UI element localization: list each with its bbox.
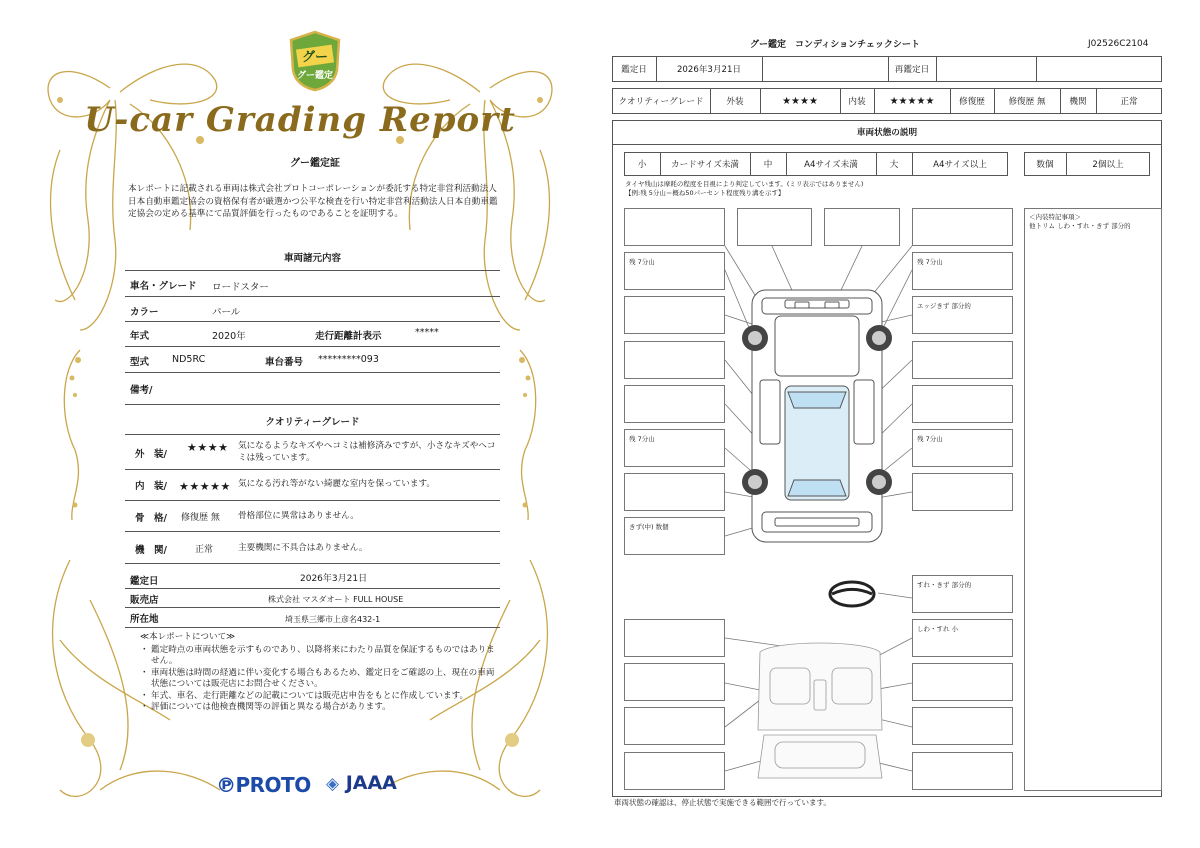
divider (125, 434, 500, 435)
inspection-date-label: 鑑定日 (130, 576, 159, 587)
report-notes (140, 632, 500, 714)
year-value: 2020年 (212, 331, 246, 342)
count-desc: 2個以上 (1092, 160, 1124, 170)
car-name-value: ロードスター (212, 282, 269, 293)
dealer-value: 株式会社 マスダオート FULL HOUSE (268, 595, 404, 604)
exterior-value: ★★★★ (782, 95, 818, 107)
divider (125, 321, 500, 322)
address-value: 埼玉県三郷市上彦名432-1 (285, 615, 381, 624)
quality-label: 外 装/ (135, 449, 167, 460)
quality-label: 骨 格/ (135, 513, 167, 524)
quality-label: 機 関/ (135, 545, 167, 556)
size-large-label: 大 (889, 160, 899, 170)
grade-label: クオリティーグレード (618, 97, 704, 107)
damage-slot (624, 296, 725, 334)
tire-note-example: 【例:残 5分山＝概ね50パーセント程度残り溝を示す】 (625, 189, 785, 197)
engine-desc: 主要機関に不具合はありません。 (238, 543, 368, 553)
certificate-statement: 本レポートに記載される車両は株式会社プロトコーポレーションが委託する特定非営利活動法人日本自動車鑑定協会の資格保有者が厳選かつ公平な検査を行い特定非営利活動法人日本自動車鑑定協会の定める基準にて品質評価を行ったものであることを証明する。 (128, 184, 498, 219)
certificate-title: グー鑑定証 (290, 158, 340, 169)
engine-label: 機関 (1069, 97, 1087, 107)
size-small-label: 小 (637, 160, 647, 170)
frame-desc: 骨格部位に異常はありません。 (238, 511, 359, 521)
damage-slot: 残 7分山 (912, 429, 1013, 467)
size-mid-desc: A4サイズ未満 (804, 160, 858, 170)
chassis-value: *********093 (318, 354, 379, 365)
tire-note: タイヤ残山は摩耗の程度を目視により判定しています。(ミリ表示ではありません) (625, 180, 864, 188)
damage-slot (912, 208, 1013, 246)
size-small-desc: カードサイズ未満 (670, 160, 740, 170)
damage-slot (624, 663, 725, 701)
notes-title: ≪本レポートについて≫ (140, 632, 236, 642)
repair-value: 修復歴 無 (1008, 97, 1046, 107)
damage-slot (912, 752, 1013, 790)
chassis-label: 車台番号 (265, 357, 304, 368)
divider (125, 346, 500, 347)
svg-text:グー: グー (301, 50, 329, 65)
damage-slot (912, 385, 1013, 423)
damage-slot (624, 752, 725, 790)
damage-slot (624, 707, 725, 745)
damage-slot (624, 208, 725, 246)
divider (125, 627, 500, 628)
damage-slot: しわ・すれ 小 (912, 619, 1013, 657)
interior-notes-header: ＜内装特記事項＞ (1029, 213, 1081, 221)
interior-notes-text: 他トリム しわ・すれ・きず 部分的 (1029, 222, 1131, 230)
model-value: ND5RC (172, 354, 206, 365)
date-value: 2026年3月21日 (676, 65, 742, 75)
divider (125, 469, 500, 470)
divider (125, 500, 500, 501)
proto-logo: ℗PROTO (216, 773, 311, 797)
jaaa-logo: ◈ JAAA (326, 772, 397, 794)
mileage-label: 走行距離計表示 (315, 331, 382, 342)
script-title: U-car Grading Report (84, 100, 516, 140)
model-label: 型式 (130, 357, 150, 368)
note-item: ・ 年式、車名、走行距離などの記載については販売店申告をもとに作成しています。 (140, 690, 469, 701)
damage-slot (824, 208, 900, 246)
frame-grade: 修復歴 無 (181, 513, 220, 523)
count-label: 数個 (1036, 160, 1054, 170)
repair-label: 修復歴 (959, 97, 985, 107)
exterior-grade: ★★★★ (187, 441, 229, 454)
interior-desc: 気になる汚れ等がない綺麗な室内を保っています。 (238, 479, 435, 489)
divider (125, 563, 500, 564)
damage-slot (912, 341, 1013, 379)
dealer-label: 販売店 (130, 595, 159, 606)
color-value: パール (212, 307, 241, 318)
interior-value: ★★★★★ (889, 95, 935, 107)
reinspect-label: 再鑑定日 (894, 65, 930, 75)
sheet-title: グー鑑定 コンディションチェックシート (750, 40, 920, 50)
interior-label: 内装 (848, 97, 866, 107)
note-item: ・ 評価については他検査機関等の評価と異なる場合があります。 (140, 702, 391, 712)
divider (125, 404, 500, 405)
damage-slot (912, 473, 1013, 511)
damage-slot (624, 385, 725, 423)
divider (125, 372, 500, 373)
size-large-desc: A4サイズ以上 (933, 160, 987, 170)
interior-notes-box (1024, 208, 1162, 791)
damage-slot: 残 7分山 (624, 252, 725, 290)
note-item: ・ 鑑定時点の車両状態を示すものであり、以降将来にわたり品質を保証するものではありません。 (140, 644, 495, 666)
svg-text:グー鑑定: グー鑑定 (296, 71, 334, 81)
damage-slot: すれ・きず 部分的 (912, 575, 1013, 613)
inspection-date-value: 2026年3月21日 (300, 574, 368, 584)
remarks-label: 備考/ (130, 385, 153, 396)
quality-title: クオリティーグレード (265, 417, 360, 428)
divider (125, 296, 500, 297)
date-label: 鑑定日 (621, 65, 647, 75)
damage-slot: きず(中) 数個 (624, 517, 725, 555)
exterior-label: 外装 (726, 97, 744, 107)
size-mid-label: 中 (763, 160, 773, 170)
damage-slot (624, 619, 725, 657)
engine-grade: 正常 (195, 545, 214, 555)
interior-grade: ★★★★★ (179, 480, 231, 493)
divider (125, 588, 500, 589)
year-label: 年式 (130, 331, 150, 342)
address-label: 所在地 (130, 614, 159, 625)
divider (125, 607, 500, 608)
condition-check-sheet (600, 0, 1200, 848)
damage-slot: 残 7分山 (624, 429, 725, 467)
damage-slot: 残 7分山 (912, 252, 1013, 290)
damage-slot: エッジきず 部分的 (912, 296, 1013, 334)
damage-slot (737, 208, 812, 246)
damage-slot (624, 473, 725, 511)
damage-slot (912, 663, 1013, 701)
car-name-label: 車名・グレード (130, 281, 197, 292)
damage-slot (912, 707, 1013, 745)
divider (125, 270, 500, 271)
exterior-desc: 気になるようなキズやヘコミは補修済みですが、小さなキズやヘコミは残っています。 (238, 441, 496, 463)
condition-title: 車両状態の説明 (856, 128, 918, 138)
goo-kantei-badge-icon (287, 30, 343, 92)
divider (125, 531, 500, 532)
sheet-footer: 車両状態の確認は、停止状態で実施できる範囲で行っています。 (614, 798, 831, 807)
engine-value: 正常 (1120, 97, 1138, 107)
mileage-value: ***** (415, 327, 439, 338)
sheet-code: J02526C2104 (1088, 39, 1149, 49)
color-label: カラー (130, 307, 159, 318)
specs-title: 車両諸元内容 (283, 253, 341, 264)
quality-label: 内 装/ (135, 481, 167, 492)
note-item: ・ 車両状態は時間の経過に伴い変化する場合もあるため、鑑定日をご確認の上、現在の車両状態については販売店にお問合せください。 (140, 667, 495, 689)
damage-slot (624, 341, 725, 379)
